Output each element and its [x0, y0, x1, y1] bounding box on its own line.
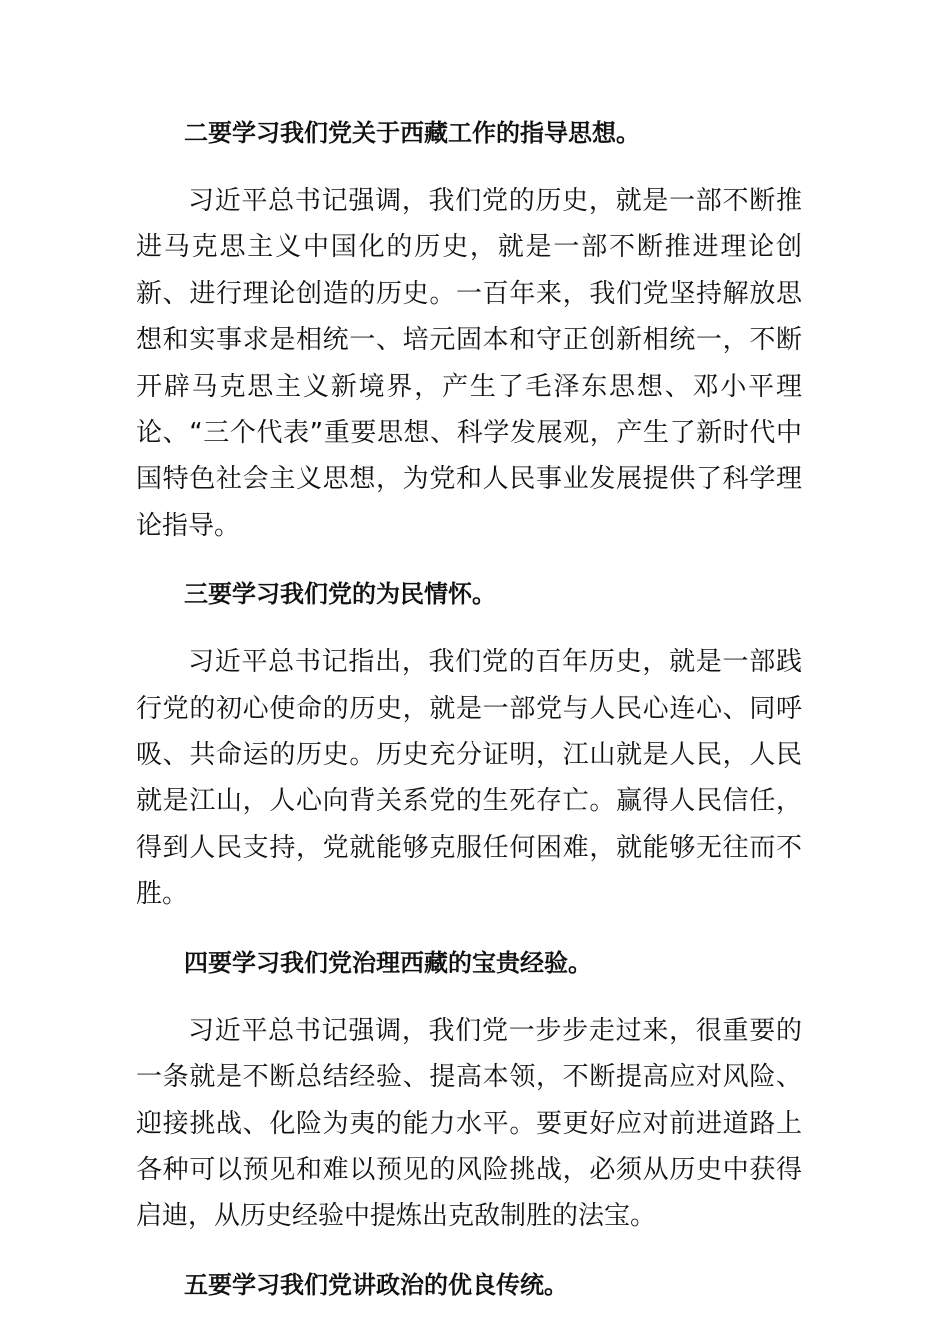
section-heading-2: 二要学习我们党关于西藏工作的指导思想。	[184, 119, 640, 147]
section-body-2: 习近平总书记强调，我们党的历史，就是一部不断推进马克思主义中国化的历史，就是一部不断推进理论创新、进行理论创造的历史。一百年来，我们党坚持解放思想和实事求是相统一、培元固本和守正创新相统一，不断开辟马克思主义新境界，产生了毛泽东思想、邓小平理论、“三个代表”重要思想、科学发展观，产生了新时代中国特色社会主义思想，为党和人民事业发展提供了科学理论指导。	[136, 186, 802, 541]
section-heading-5: 五要学习我们党讲政治的优良传统。	[184, 1270, 568, 1299]
section-heading-3: 三要学习我们党的为民情怀。	[184, 580, 496, 609]
section-body-4: 习近平总书记强调，我们党一步步走过来，很重要的一条就是不断总结经验、提高本领，不断提高应对风险、迎接挑战、化险为夷的能力水平。要更好应对前进道路上各种可以预见和难以预见的风险挑战，必须从历史中获得启迪，从历史经验中提炼出克敌制胜的法宝。	[136, 1015, 802, 1232]
section-heading-4: 四要学习我们党治理西藏的宝贵经验。	[184, 948, 592, 977]
document-page	[136, 110, 802, 1308]
section-body-3: 习近平总书记指出，我们党的百年历史，就是一部践行党的初心使命的历史，就是一部党与人民心连心、同呼吸、共命运的历史。历史充分证明，江山就是人民，人民就是江山，人心向背关系党的生死存亡。赢得人民信任，得到人民支持，党就能够克服任何困难，就能够无往而不胜。	[136, 647, 802, 910]
